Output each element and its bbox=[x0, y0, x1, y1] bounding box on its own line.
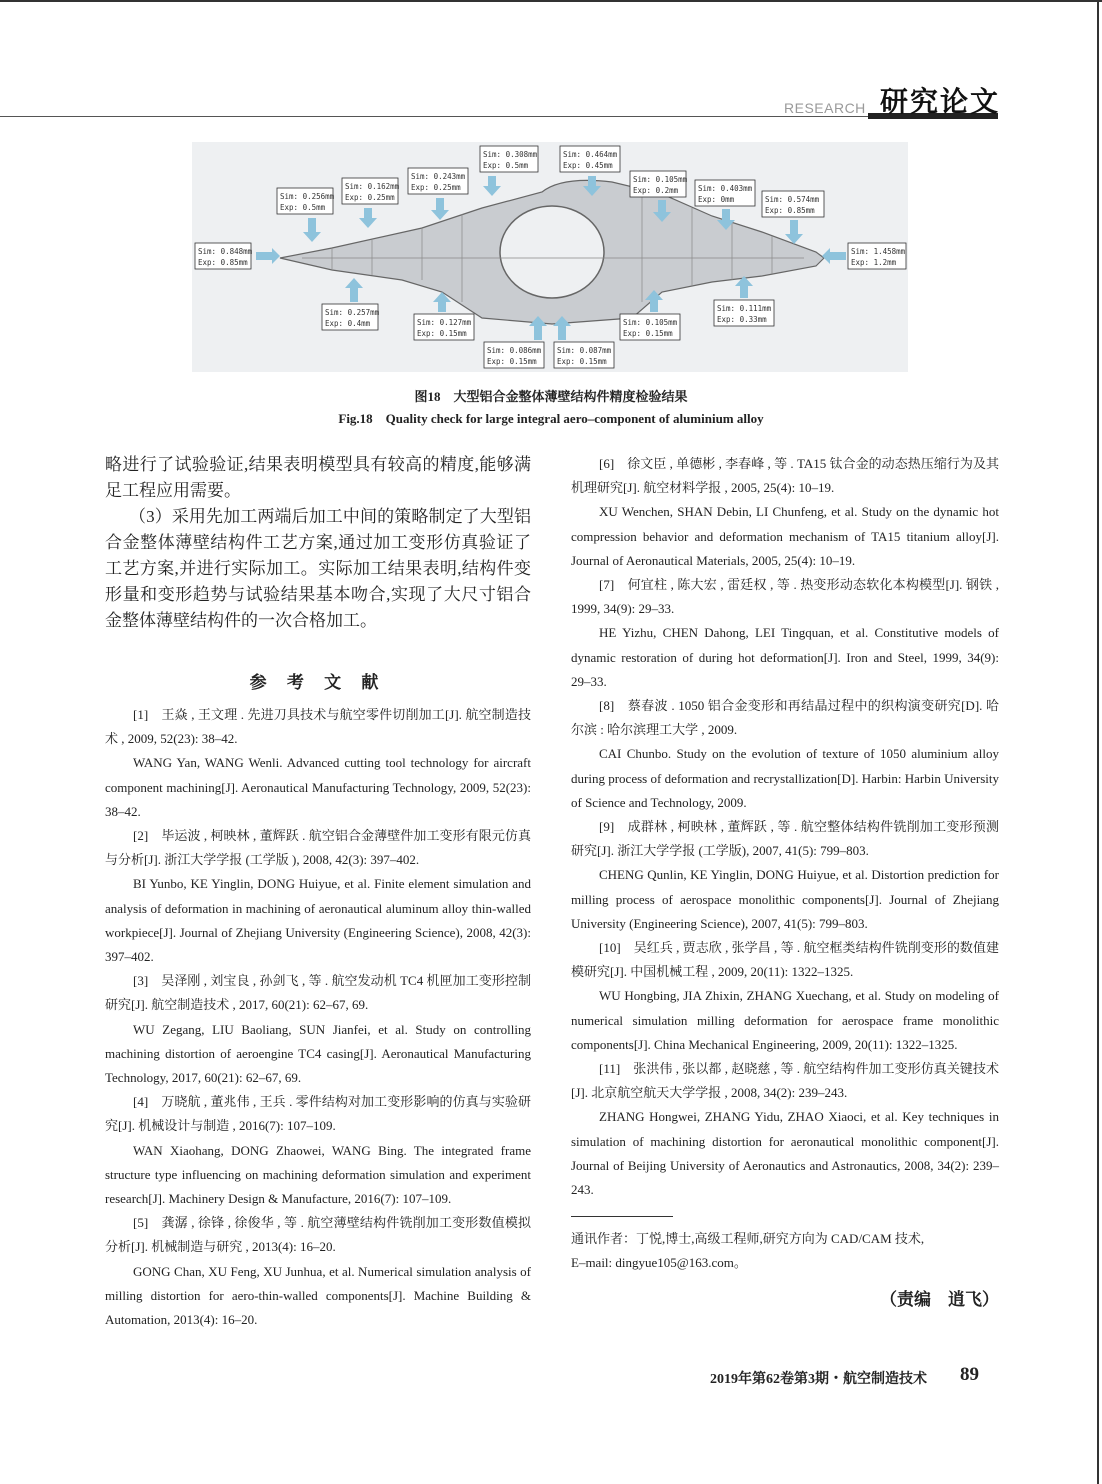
svg-text:Exp: 0.4mm: Exp: 0.4mm bbox=[325, 319, 371, 328]
reference-8-en: CAI Chunbo. Study on the evolution of texture of 1050 aluminium alloy during process of deformation and recrystallization[D]. Harbin: Harbin University of Science and Technology, 2009. bbox=[571, 746, 999, 810]
reference-4-en: WAN Xiaohang, DONG Zhaowei, WANG Bing. The integrated frame structure type influencing on machining deformation simulation and experiment research[J]. Machinery Design & Manufacture, 2016(7): 107–109. bbox=[105, 1142, 531, 1207]
reference-10-cn: [10] 吴红兵 , 贾志欣 , 张学昌 , 等 . 航空框类结构件铣削变形的数值建模研究[J]. 中国机械工程 , 2009, 20(11): 1322–1325. bbox=[571, 940, 999, 980]
svg-text:Sim: 0.087mm: Sim: 0.087mm bbox=[557, 346, 612, 355]
reference-2-cn: [2] 毕运波 , 柯映林 , 董辉跃 . 航空铝合金薄壁件加工变形有限元仿真与分析[J]. 浙江大学学报 (工学版 ), 2008, 42(3): 397–402. bbox=[105, 828, 531, 868]
footnote-rule bbox=[571, 1216, 673, 1217]
reference-9-en: CHENG Qunlin, KE Yinglin, DONG Huiyue, et al. Distortion prediction for milling process of aerospace monolithic components[J]. Journal of Zhejiang University (Engineering Science), 2007, 41(5): 799–803. bbox=[571, 867, 999, 931]
reference-1-cn: [1] 王焱 , 王文理 . 先进刀具技术与航空零件切削加工[J]. 航空制造技术 , 2009, 52(23): 38–42. bbox=[105, 707, 531, 747]
label-box-16 bbox=[714, 300, 774, 326]
reference-9-cn: [9] 成群林 , 柯映林 , 董辉跃 , 等 . 航空整体结构件铣削加工变形预测研究[J]. 浙江大学学报 (工学版), 2007, 41(5): 799–803. bbox=[571, 819, 999, 859]
header-rule bbox=[0, 116, 868, 117]
label-box-13 bbox=[484, 342, 544, 368]
svg-text:Sim: 0.574mm: Sim: 0.574mm bbox=[765, 195, 820, 204]
body-paragraph-2: （3）采用先加工两端后加工中间的策略制定了大型铝合金整体薄壁结构件工艺方案,通过加工变形仿真验证了工艺方案,并进行实际加工。实际加工结果表明,结构件变形量和变形趋势与试验结果基本吻合,实现了大尺寸铝合金整体薄壁结构件的一次合格加工。 bbox=[105, 507, 531, 630]
svg-text:Exp: 0.15mm: Exp: 0.15mm bbox=[487, 357, 537, 366]
svg-text:Sim: 0.243mm: Sim: 0.243mm bbox=[411, 172, 466, 181]
svg-text:Sim: 0.162mm: Sim: 0.162mm bbox=[345, 182, 400, 191]
central-hole bbox=[500, 206, 604, 298]
label-box-7 bbox=[630, 171, 688, 197]
svg-text:Sim: 0.105mm: Sim: 0.105mm bbox=[633, 175, 688, 184]
svg-text:Exp: 0.45mm: Exp: 0.45mm bbox=[563, 161, 613, 170]
svg-text:Exp: 0mm: Exp: 0mm bbox=[698, 195, 735, 204]
svg-text:Exp: 0.25mm: Exp: 0.25mm bbox=[411, 183, 461, 192]
svg-text:Exp: 0.5mm: Exp: 0.5mm bbox=[280, 203, 326, 212]
svg-text:Sim: 0.256mm: Sim: 0.256mm bbox=[280, 192, 335, 201]
reference-2-en: BI Yunbo, KE Yinglin, DONG Huiyue, et al. Finite element simulation and analysis of deformation in machining of aeronautical aluminum alloy thin-walled workpiece[J]. Journal of Zhejiang University (Engineering Science), 2008, 42(3): 397–402. bbox=[105, 876, 531, 965]
svg-text:Exp: 0.2mm: Exp: 0.2mm bbox=[633, 186, 679, 195]
svg-text:Exp: 0.85mm: Exp: 0.85mm bbox=[198, 258, 248, 267]
editor-credit: （责编 逍飞） bbox=[880, 1290, 999, 1310]
figure-caption-cn: 图18 大型铝合金整体薄壁结构件精度检验结果 bbox=[414, 389, 688, 404]
footer-issue: 2019年第62卷第3期・航空制造技术 bbox=[710, 1372, 927, 1387]
svg-text:Exp: 0.15mm: Exp: 0.15mm bbox=[557, 357, 607, 366]
svg-text:Sim: 0.464mm: Sim: 0.464mm bbox=[563, 150, 618, 159]
reference-10-en: WU Hongbing, JIA Zhixin, ZHANG Xuechang, et al. Study on modeling of numerical simulation milling deformation for aerospace frame monolithic components[J]. China Mechanical Engineering, 2009, 20(11): 1322–1325. bbox=[571, 988, 999, 1052]
svg-text:Sim: 0.257mm: Sim: 0.257mm bbox=[325, 308, 380, 317]
reference-6-cn: [6] 徐文臣 , 单德彬 , 李春峰 , 等 . TA15 钛合金的动态热压缩行为及其机理研究[J]. 航空材料学报 , 2005, 25(4): 10–19. bbox=[571, 456, 999, 496]
svg-text:Exp: 0.15mm: Exp: 0.15mm bbox=[623, 329, 673, 338]
label-box-9 bbox=[762, 191, 824, 217]
figure-18 bbox=[192, 142, 908, 372]
svg-text:Sim: 0.308mm: Sim: 0.308mm bbox=[483, 150, 538, 159]
reference-4-cn: [4] 万晓航 , 董兆伟 , 王兵 . 零件结构对加工变形影响的仿真与实验研究[J]. 机械设计与制造 , 2016(7): 107–109. bbox=[105, 1094, 531, 1134]
svg-text:Exp: 1.2mm: Exp: 1.2mm bbox=[851, 258, 897, 267]
reference-7-cn: [7] 何宜柱 , 陈大宏 , 雷廷权 , 等 . 热变形动态软化本构模型[J]. 钢铁 , 1999, 34(9): 29–33. bbox=[571, 577, 999, 617]
right-border bbox=[1097, 0, 1099, 1484]
section-label-en: RESEARCH bbox=[784, 100, 866, 116]
figure-caption-en: Fig.18 Quality check for large integral aero–component of aluminium alloy bbox=[338, 411, 764, 426]
label-box-10 bbox=[848, 243, 906, 269]
body-paragraph-1: 略进行了试验验证,结果表明模型具有较高的精度,能够满足工程应用需要。 bbox=[105, 455, 531, 500]
label-box-14 bbox=[554, 342, 614, 368]
reference-1-en: WANG Yan, WANG Wenli. Advanced cutting tool technology for aircraft component machining[J]. Aeronautical Manufacturing Technology, 2009, 52(23): 38–42. bbox=[105, 755, 531, 819]
reference-11-cn: [11] 张洪伟 , 张以都 , 赵晓慈 , 等 . 航空结构件加工变形仿真关键技术[J]. 北京航空航天大学学报 , 2008, 34(2): 239–243. bbox=[571, 1061, 999, 1101]
reference-3-en: WU Zegang, LIU Baoliang, SUN Jianfei, et al. Study on controlling machining distortion of aeroengine TC4 casing[J]. Aeronautical Manufacturing Technology, 2017, 60(21): 62–67, 69. bbox=[105, 1021, 531, 1086]
svg-text:Exp: 0.15mm: Exp: 0.15mm bbox=[417, 329, 467, 338]
label-box-12 bbox=[414, 314, 474, 340]
svg-text:Sim: 0.403mm: Sim: 0.403mm bbox=[698, 184, 753, 193]
svg-text:Sim: 0.086mm: Sim: 0.086mm bbox=[487, 346, 542, 355]
label-box-1 bbox=[195, 243, 253, 269]
right-column bbox=[571, 452, 999, 1310]
label-box-8 bbox=[695, 180, 755, 206]
label-box-15 bbox=[620, 314, 680, 340]
svg-text:Exp: 0.33mm: Exp: 0.33mm bbox=[717, 315, 767, 324]
corresponding-author: 通讯作者：丁悦,博士,高级工程师,研究方向为 CAD/CAM 技术, bbox=[571, 1231, 925, 1247]
label-box-11 bbox=[322, 304, 380, 330]
section-label-cn: 研究论文 bbox=[880, 87, 1001, 118]
reference-6-en: XU Wenchen, SHAN Debin, LI Chunfeng, et al. Study on the dynamic hot compression behavior and deformation mechanism of TA15 titanium alloy[J]. Journal of Aeronautical Materials, 2005, 25(4): 10–19. bbox=[571, 504, 999, 568]
svg-text:Sim: 0.105mm: Sim: 0.105mm bbox=[623, 318, 678, 327]
label-box-4 bbox=[408, 168, 468, 194]
corresponding-email: E–mail: dingyue105@163.com。 bbox=[571, 1255, 747, 1271]
svg-text:Sim: 0.127mm: Sim: 0.127mm bbox=[417, 318, 472, 327]
label-box-3 bbox=[342, 178, 400, 204]
left-column bbox=[105, 452, 531, 1332]
reference-11-en: ZHANG Hongwei, ZHANG Yidu, ZHAO Xiaoci, et al. Key techniques in simulation of machining distortion for aeronautical monolithic component[J]. Journal of Beijing University of Aeronautics and Astronautics, 2008, 34(2): 239–243. bbox=[571, 1109, 999, 1198]
references-title: 参 考 文 献 bbox=[249, 673, 387, 692]
label-box-2 bbox=[277, 188, 335, 214]
svg-text:Exp: 0.5mm: Exp: 0.5mm bbox=[483, 161, 529, 170]
svg-text:Sim: 1.458mm: Sim: 1.458mm bbox=[851, 247, 906, 256]
svg-text:Sim: 0.848mm: Sim: 0.848mm bbox=[198, 247, 253, 256]
label-box-6 bbox=[560, 146, 620, 172]
svg-text:Exp: 0.85mm: Exp: 0.85mm bbox=[765, 206, 815, 215]
reference-5-en: GONG Chan, XU Feng, XU Junhua, et al. Numerical simulation analysis of milling distortion for aero-thin-walled components[J]. Machine Building & Automation, 2013(4): 16–20. bbox=[105, 1263, 531, 1328]
svg-text:Sim: 0.111mm: Sim: 0.111mm bbox=[717, 304, 772, 313]
reference-8-cn: [8] 蔡春波 . 1050 铝合金变形和再结晶过程中的织构演变研究[D]. 哈尔滨 : 哈尔滨理工大学 , 2009. bbox=[571, 698, 999, 738]
reference-5-cn: [5] 龚潺 , 徐锋 , 徐俊华 , 等 . 航空薄壁结构件铣削加工变形数值模拟分析[J]. 机械制造与研究 , 2013(4): 16–20. bbox=[105, 1215, 531, 1255]
page-number: 89 bbox=[960, 1364, 979, 1385]
label-box-5 bbox=[480, 146, 538, 172]
svg-text:Exp: 0.25mm: Exp: 0.25mm bbox=[345, 193, 395, 202]
reference-3-cn: [3] 吴泽刚 , 刘宝良 , 孙剑飞 , 等 . 航空发动机 TC4 机匣加工变形控制研究[J]. 航空制造技术 , 2017, 60(21): 62–67, 69. bbox=[105, 973, 531, 1013]
reference-7-en: HE Yizhu, CHEN Dahong, LEI Tingquan, et al. Constitutive models of dynamic restoration of during hot deformation[J]. Iron and Steel, 1999, 34(9): 29–33. bbox=[571, 625, 999, 689]
top-border bbox=[0, 0, 1102, 2]
